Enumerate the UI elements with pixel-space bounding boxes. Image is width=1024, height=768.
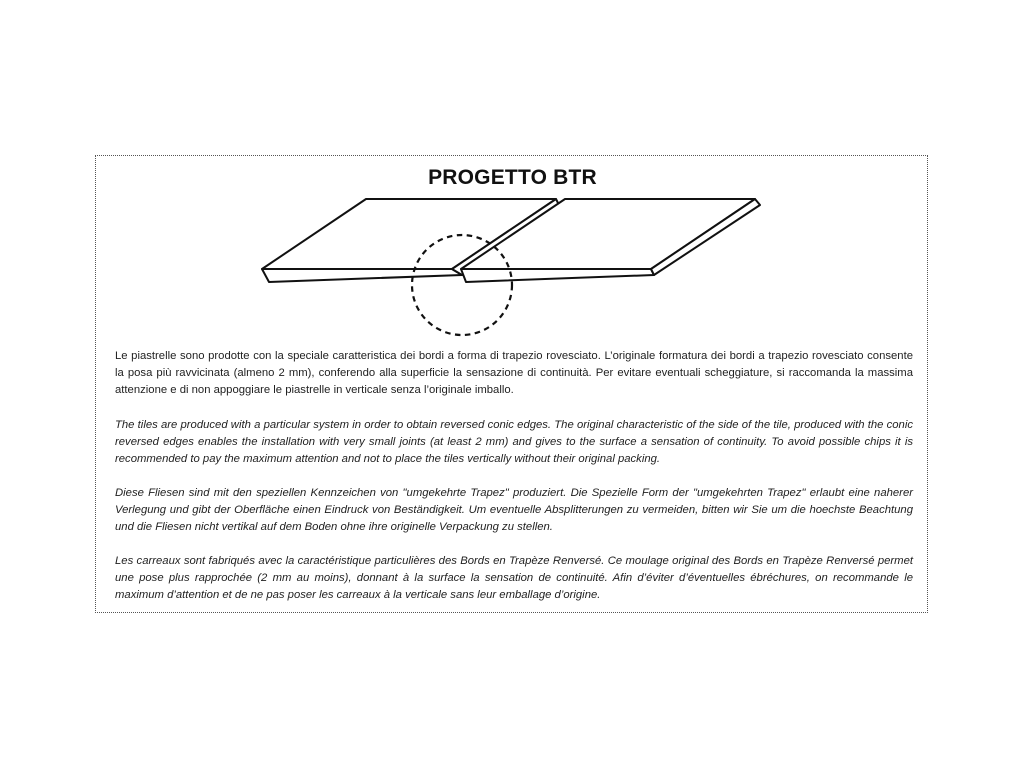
beveled-tile-edges-diagram-icon — [96, 156, 929, 346]
paragraph-german: Diese Fliesen sind mit den speziellen Kennzeichen von "umgekehrte Trapez" produziert. Die Spezielle Form der "umgekehrten Trapez" erlaubt eine naherer Verlegung und gibt der Oberfläche einen Eindruck von Beständigkeit. Um eventuelle Absplitterungen zu vermeiden, bitten wir Sie um die hoechste Beachtung und die Fliesen nicht vertikal auf dem Boden ohne ihre originelle Verpackung zu stellen. — [115, 487, 913, 533]
page-title: PROGETTO BTR — [428, 166, 597, 189]
paragraph-italian: Le piastrelle sono prodotte con la speciale caratteristica dei bordi a forma di trapezio rovesciato. L’originale formatura dei bordi a trapezio rovesciato consente la posa più ravvicinata (almeno 2 mm), conferendo alla superficie la sensazione di continuità. Per evitare eventuali scheggiature, si raccomanda la massima attenzione e di non appoggiare le piastrelle in verticale senza l’originale imballo. — [115, 350, 913, 396]
paragraph-english: The tiles are produced with a particular system in order to obtain reversed conic edges. The original characteristic of the side of the tile, produced with the conic reversed edges enables the installation with very small joints (at least 2 mm) and gives to the surface a sensation of continuity. To avoid possible chips it is recommended to pay the maximum attention and not to place the tiles vertically without their original packing. — [115, 419, 913, 465]
product-info-panel — [95, 155, 928, 613]
paragraph-french: Les carreaux sont fabriqués avec la caractéristique particulières des Bords en Trapèze Renversé. Ce moulage original des Bords en Trapèze Renversé permet une pose plus rapprochée (2 mm au moins), donnant à la surface la sensation de continuité. Afin d’éviter d’éventuelles ébréchures, on recommande le maximum d’attention et de ne pas poser les carreaux à la verticale sans leur emballage d’origine. — [115, 555, 913, 601]
